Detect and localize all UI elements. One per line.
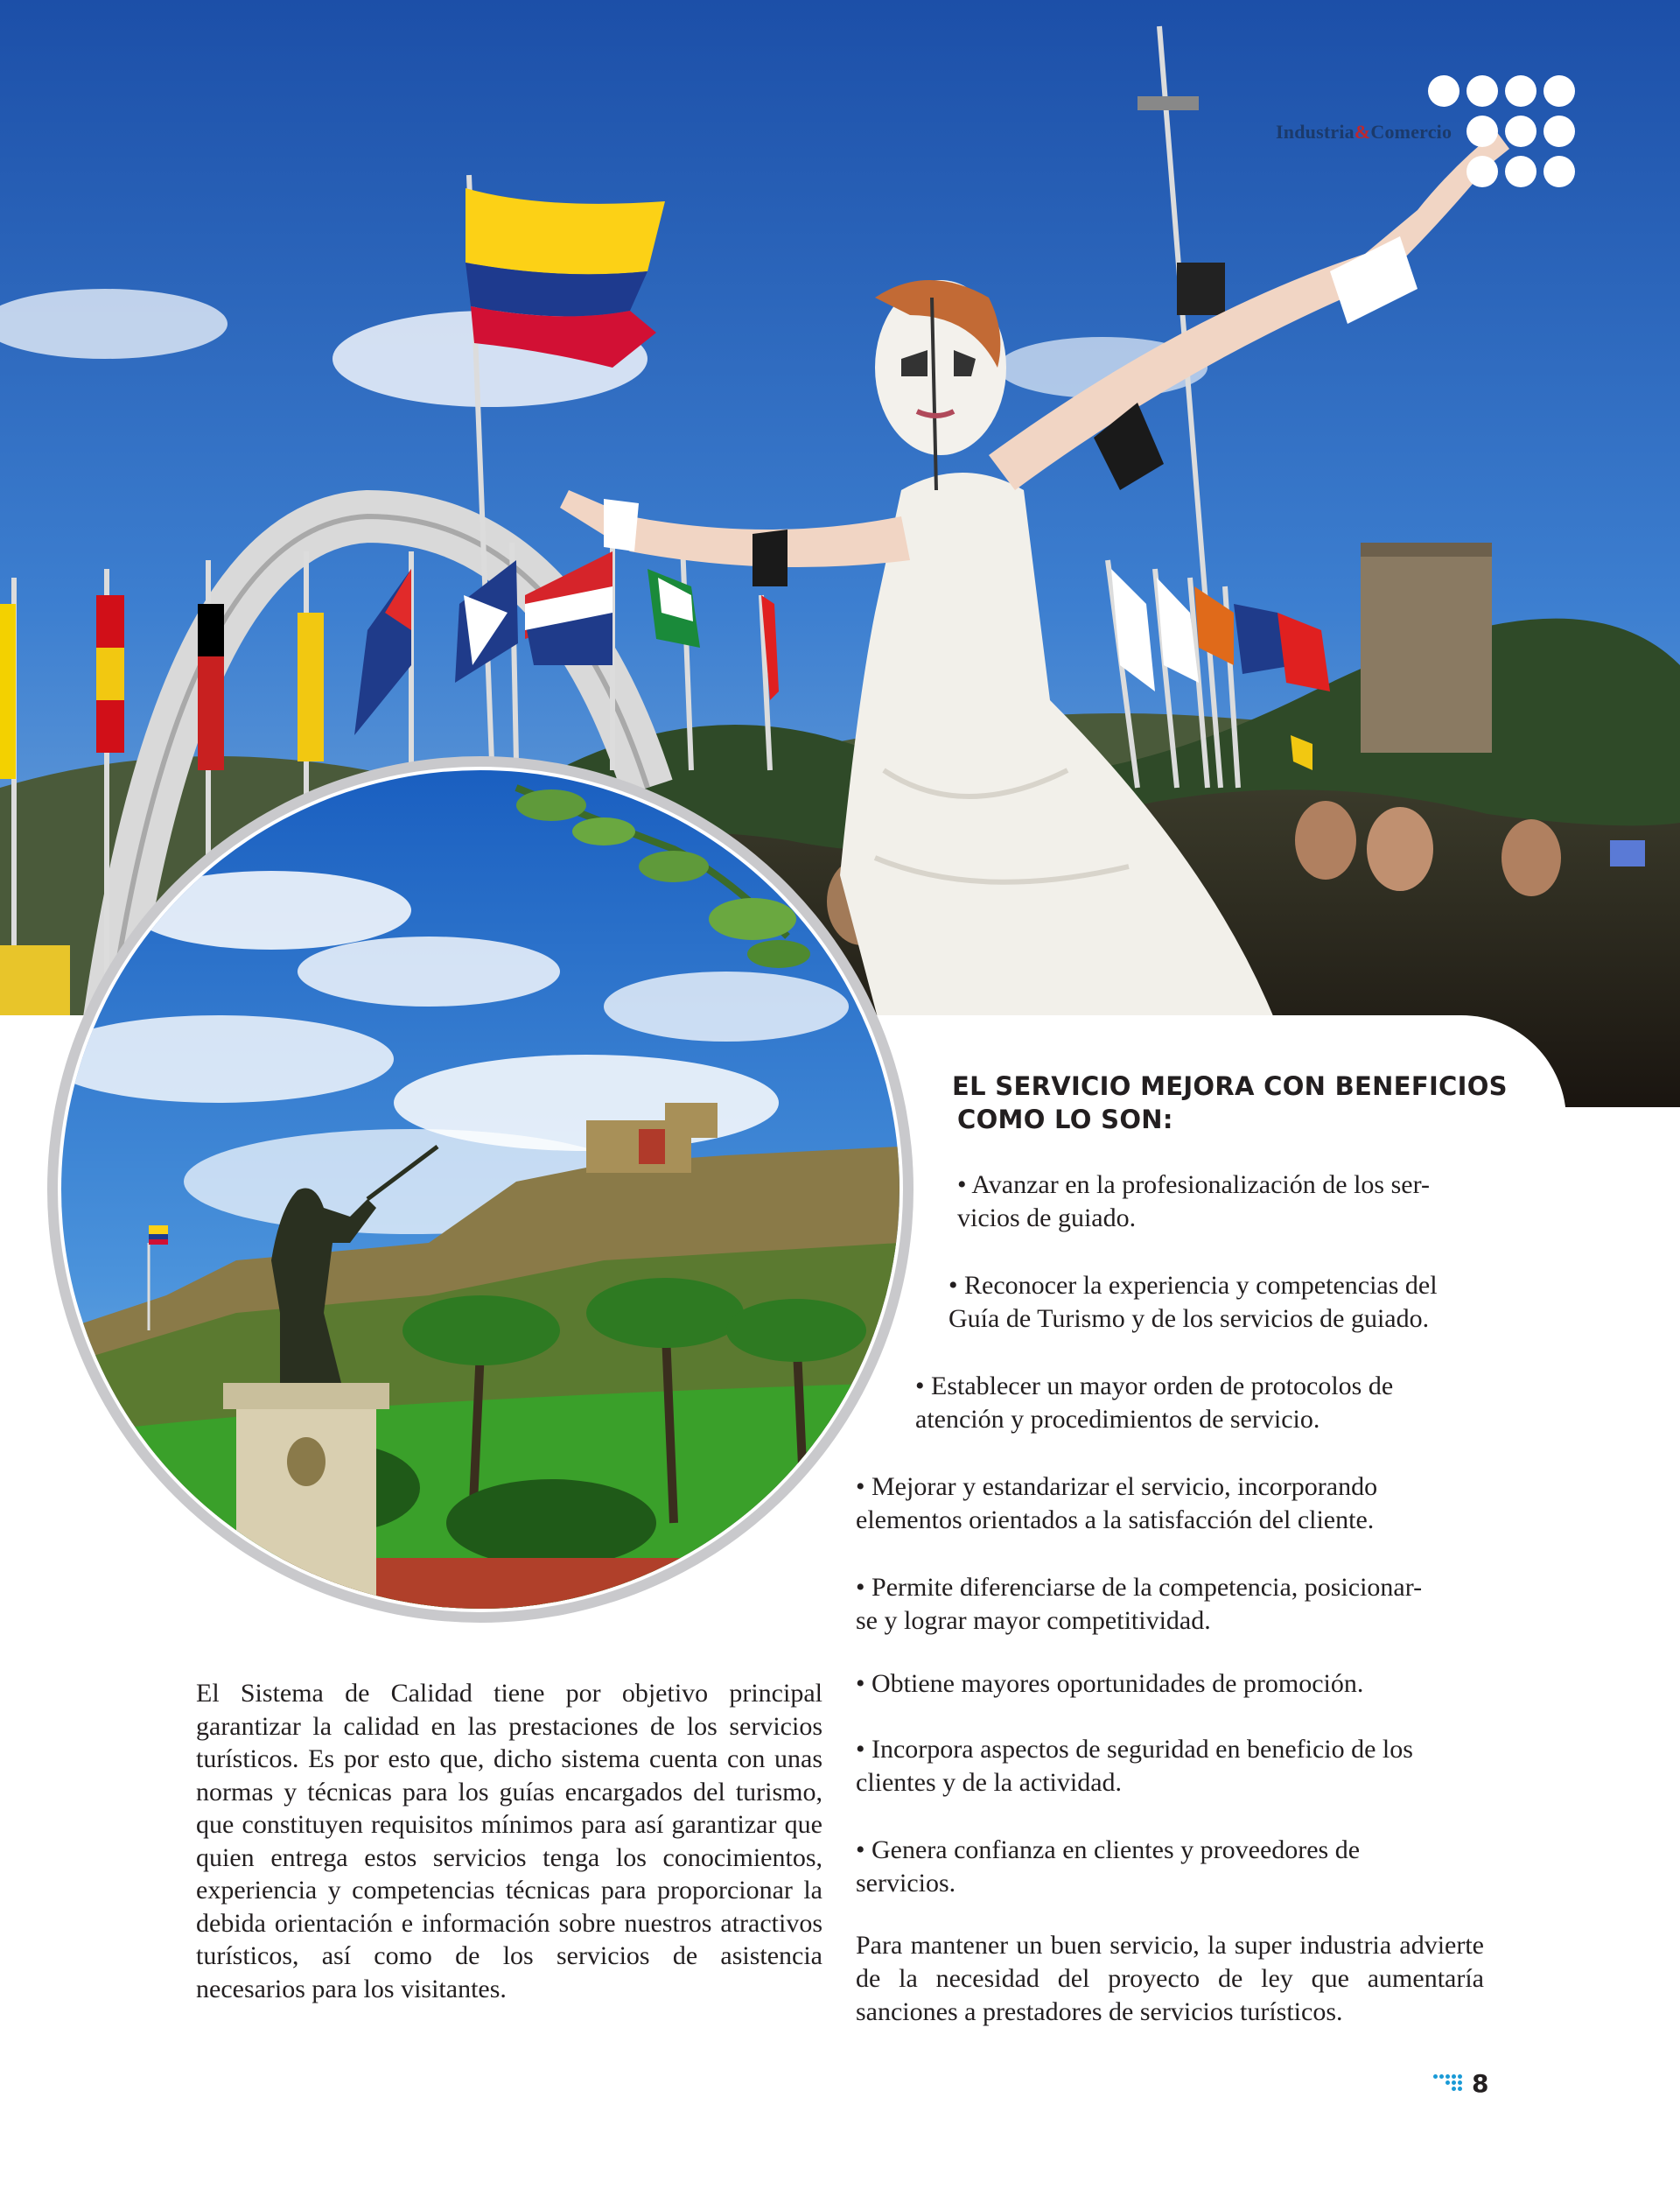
benefit-item-line: se y lograr mayor competitividad. <box>856 1606 1211 1635</box>
benefit-item-line: vicios de guiado. <box>957 1203 1137 1232</box>
benefit-item-line: • Reconocer la experiencia y competencias del <box>948 1271 1438 1300</box>
benefit-item <box>856 1667 1484 1701</box>
benefit-item-line: • Incorpora aspectos de seguridad en beneficio de los <box>856 1735 1413 1764</box>
benefits-heading <box>952 1070 1512 1136</box>
benefit-item <box>957 1168 1484 1235</box>
dot <box>1466 75 1498 107</box>
dot <box>1466 116 1498 147</box>
intro-paragraph: El Sistema de Calidad tiene por objetivo principal garantizar la calidad en las prestaciones de los servicios turísticos. Es por esto que, dicho sistema cuenta con unas normas y técnicas para los guías encargados del turismo, que constituyen requisitos mínimos para así garantizar que quien entrega estos servicios tenga los conocimientos, experiencia y competencias técnicas para proporcionar la debida orientación e información sobre nuestros atractivos turísticos, así como de los servicios de asistencia necesarios para los visitantes. <box>196 1679 822 2003</box>
benefits-heading-line2: COMO LO SON: <box>957 1105 1173 1134</box>
benefit-item-line: • Obtiene mayores oportunidades de promoción. <box>856 1669 1364 1698</box>
dot <box>1544 75 1575 107</box>
benefit-item-line: • Mejorar y estandarizar el servicio, incorporando <box>856 1472 1378 1501</box>
dot <box>1544 156 1575 187</box>
closing-paragraph: Para mantener un buen servicio, la super industria advierte de la necesidad del proyecto de ley que aumentaría sanciones a prestadores de servicios turísticos. <box>856 1931 1484 2026</box>
circle-photo <box>61 770 900 1609</box>
brand-logo <box>1276 121 1452 144</box>
dot <box>1466 156 1498 187</box>
benefit-item-line: Guía de Turismo y de los servicios de guiado. <box>948 1304 1430 1333</box>
benefit-item-line: servicios. <box>856 1869 956 1898</box>
benefit-item <box>856 1834 1484 1900</box>
benefit-item-line: clientes y de la actividad. <box>856 1768 1123 1797</box>
benefit-item-line: • Permite diferenciarse de la competencia, posicionar- <box>856 1573 1423 1602</box>
benefit-item <box>856 1733 1484 1800</box>
benefit-item-line: • Establecer un mayor orden de protocolos de <box>915 1372 1394 1400</box>
benefit-item <box>915 1370 1484 1436</box>
benefit-item-line: atención y procedimientos de servicio. <box>915 1405 1320 1434</box>
dot <box>1505 156 1536 187</box>
photo-castle-statue <box>61 770 900 1609</box>
dot <box>1428 75 1460 107</box>
page-number: 8 <box>1472 2069 1489 2098</box>
benefit-item-line: elementos orientados a la satisfacción del cliente. <box>856 1505 1375 1534</box>
benefit-item <box>856 1571 1484 1638</box>
benefit-item-line: • Genera confianza en clientes y proveedores de <box>856 1835 1361 1864</box>
benefit-item <box>856 1470 1484 1537</box>
brand-logo-part1: Industria <box>1276 121 1354 143</box>
dot <box>1505 116 1536 147</box>
benefits-heading-line1: EL SERVICIO MEJORA CON BENEFICIOS <box>952 1071 1508 1101</box>
dot <box>1505 75 1536 107</box>
dot <box>1544 116 1575 147</box>
benefit-item-line: • Avanzar en la profesionalización de los ser- <box>957 1170 1430 1199</box>
benefit-item <box>948 1269 1484 1336</box>
brand-logo-amp: & <box>1354 121 1371 143</box>
brand-logo-part2: Comercio <box>1370 121 1452 143</box>
